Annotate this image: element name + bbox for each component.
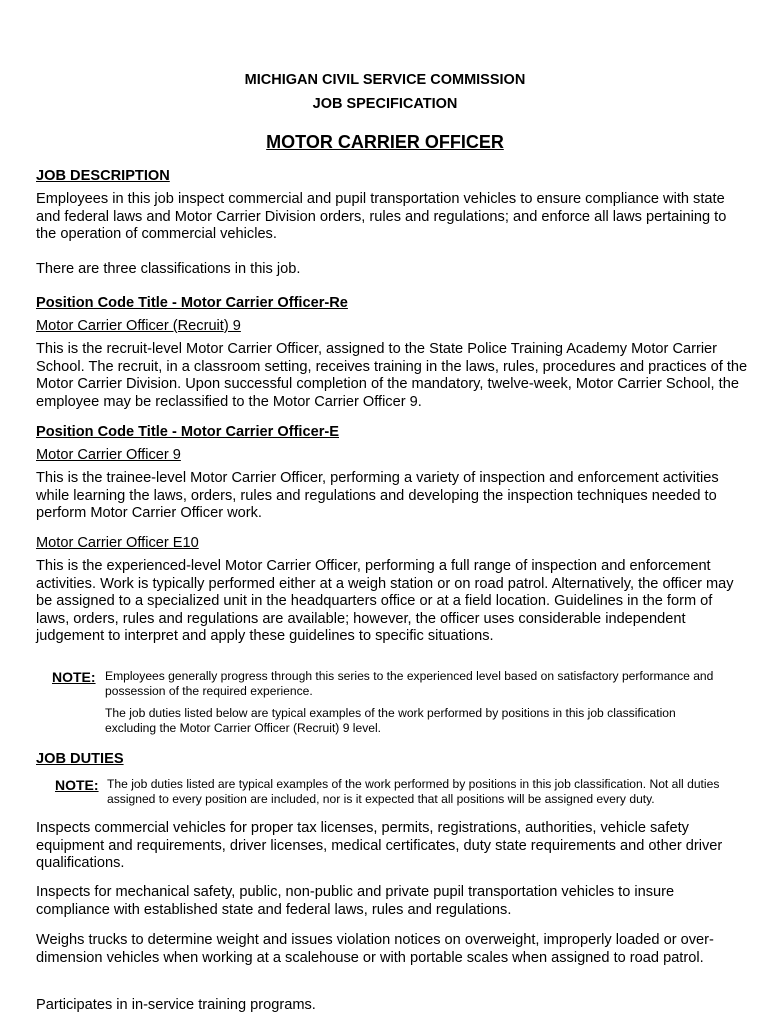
job-description-intro: Employees in this job inspect commercial and pupil transportation vehicles to ensure compliance with state and federal laws and Motor Carrier Division orders, rules and regulations; and enforce all laws pertaining to the operation of commercial vehicles. — [36, 191, 727, 242]
officer-e10-class-title: Motor Carrier Officer E10 — [36, 535, 199, 551]
recruit-class-title: Motor Carrier Officer (Recruit) 9 — [36, 318, 241, 334]
job-duties-heading: JOB DUTIES — [36, 751, 124, 767]
position-re-heading: Position Code Title - Motor Carrier Officer-Re — [36, 295, 348, 311]
note-progression-text: Employees generally progress through this series to the experienced level based on satisfactory performance and possession of the required experience. — [105, 669, 714, 698]
duty-item: Weighs trucks to determine weight and issues violation notices on overweight, improperly loaded or over-dimension vehicles when working at a scalehouse or with portable scales when assigned to road patrol. — [36, 932, 714, 966]
note-typical-duties-text: The job duties listed below are typical examples of the work performed by positions in this job classification excluding the Motor Carrier Officer (Recruit) 9 level. — [105, 706, 676, 735]
page-title: MOTOR CARRIER OFFICER — [266, 132, 504, 152]
position-e-heading: Position Code Title - Motor Carrier Officer-E — [36, 424, 339, 440]
officer9-class-title: Motor Carrier Officer 9 — [36, 447, 181, 463]
duties-note-label: NOTE: — [55, 777, 99, 793]
officer9-class-text: This is the trainee-level Motor Carrier Officer, performing a variety of inspection and enforcement activities while learning the laws, orders, rules and regulations and developing the inspection techniques needed to perform Motor Carrier Officer work. — [36, 470, 719, 521]
note-label: NOTE: — [52, 669, 96, 685]
org-name: MICHIGAN CIVIL SERVICE COMMISSION — [244, 72, 526, 88]
doc-type: JOB SPECIFICATION — [312, 96, 458, 112]
job-description-heading: JOB DESCRIPTION — [36, 168, 170, 184]
officer-e10-class-text: This is the experienced-level Motor Carrier Officer, performing a full range of inspection and enforcement activities. Work is typically performed either at a weigh station or on road patrol. Alternatively, the officer may be assigned to a specialized unit in the headquarters office or at a field location. Guidelines in the form of laws, orders, rules and regulations are available; however, the officer uses considerable independent judgement to interpret and apply these guidelines to specific situations. — [36, 558, 734, 644]
duties-note-text: The job duties listed are typical examples of the work performed by positions in this job classification. Not all duties assigned to every position are included, nor is it expected that all positions will be assigned every duty. — [107, 777, 720, 806]
recruit-class-text: This is the recruit-level Motor Carrier Officer, assigned to the State Police Training Academy Motor Carrier School. The recruit, in a classroom setting, receives training in the laws, rules, procedures and practices of the Motor Carrier Division. Upon successful completion of the mandatory, twelve-week, Motor Carrier School, the employee may be reclassified to the Motor Carrier Officer 9. — [36, 341, 748, 410]
duty-item: Inspects commercial vehicles for proper tax licenses, permits, registrations, authorities, vehicle safety equipment and requirements, driver licenses, medical certificates, duty state requirements and other driver qualifications. — [36, 820, 723, 871]
classifications-count: There are three classifications in this job. — [36, 261, 301, 277]
duty-item: Inspects for mechanical safety, public, non-public and private pupil transportation vehicles to insure compliance with established state and federal laws, rules and regulations. — [36, 884, 675, 918]
duty-item: Participates in in-service training programs. — [36, 997, 316, 1013]
